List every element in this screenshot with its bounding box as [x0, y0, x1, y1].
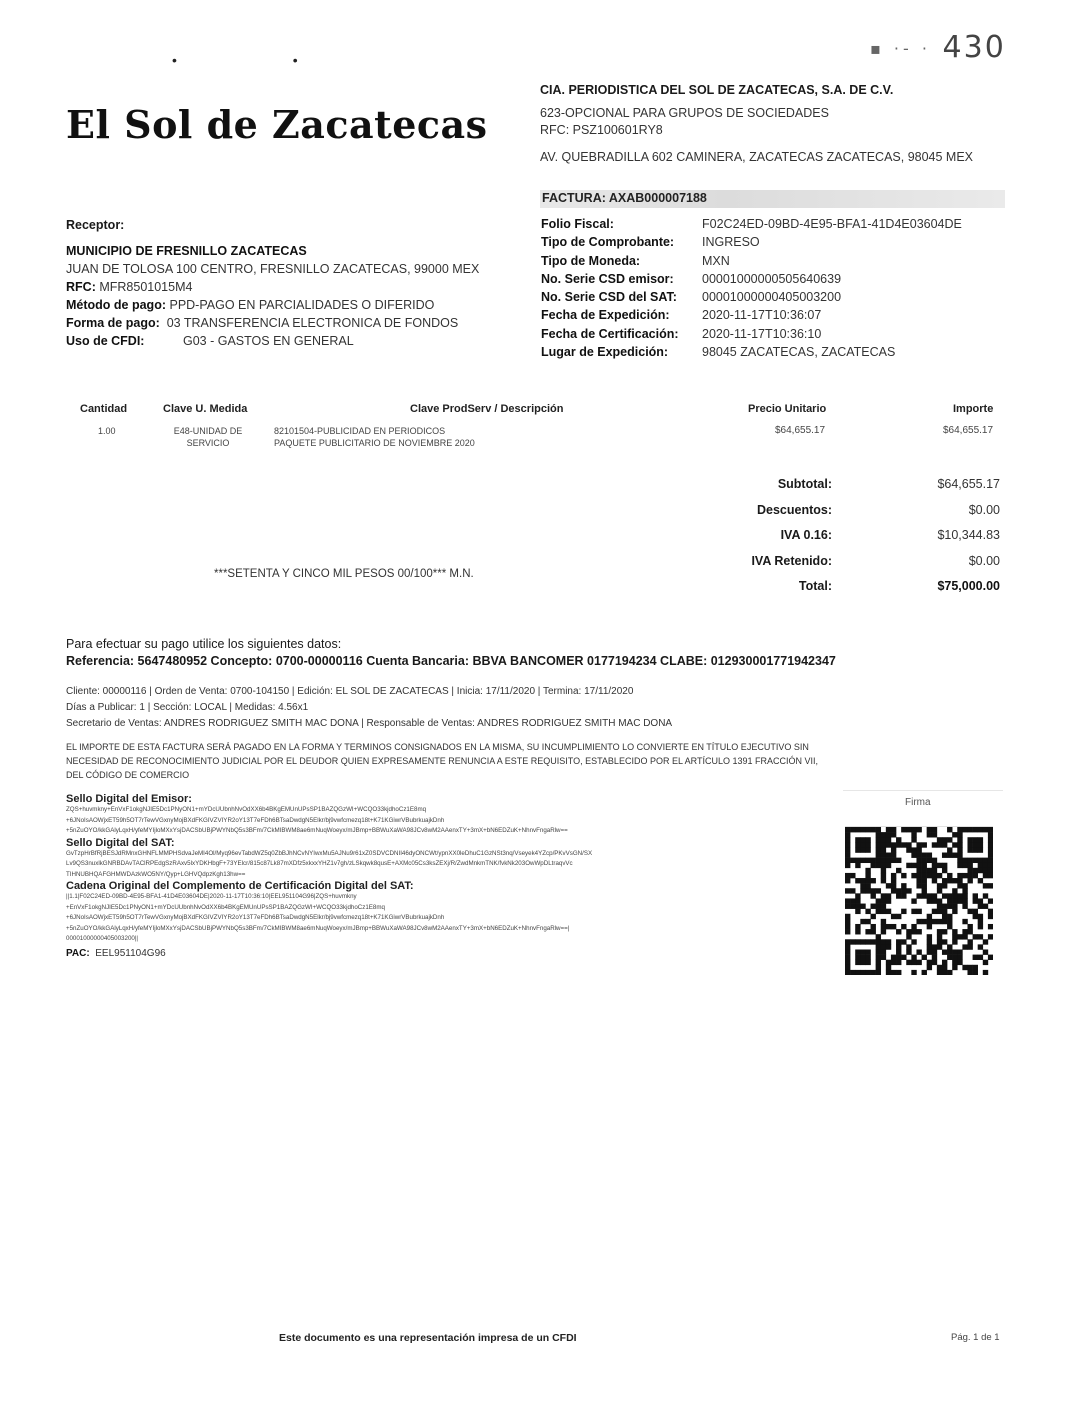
issuer-rfc: RFC: PSZ100601RY8	[540, 123, 663, 137]
receptor-name: MUNICIPIO DE FRESNILLO ZACATECAS	[66, 244, 307, 258]
total-row: IVA Retenido: $0.00	[751, 553, 1000, 568]
receptor-block	[66, 216, 536, 350]
fiscal-row: Folio Fiscal: F02C24ED-09BD-4E95-BFA1-41D4E03604DE	[541, 217, 962, 231]
col-header-precio: Precio Unitario	[748, 403, 827, 415]
order-meta: Cliente: 00000116 | Orden de Venta: 0700-104150 | Edición: EL SOL DE ZACATECAS | Inicia: 17/11/2020 | Termina: 17/11/2020 Días a Publicar: 1 | Sección: LOCAL | Medidas: 4.56x1 Secretario de Ventas: ANDRES RODRIGUEZ SMITH MAC DONA | Responsable de Ventas: ANDRES RODRIGUEZ SMITH MAC DONA	[66, 686, 673, 729]
legal-notice: EL IMPORTE DE ESTA FACTURA SERÁ PAGADO EN LA FORMA Y TERMINOS CONSIGNADOS EN LA MISMA, SU INCUMPLIMIENTO LO CONVIERTE EN TÍTULO EJECUTIVO SIN NECESIDAD DE RECONOCIMIENTO JUDICIAL POR EL DEUDOR QUIEN EXPRESAMENTE RENUNCIA A ESTE REQUISITO, ESTABLECIDO POR EL ARTÍCULO 1391 FRACCIÓN VII, DEL CÓDIGO DE COMERCIO	[66, 742, 818, 780]
receptor-metodo-pago: Método de pago: PPD-PAGO EN PARCIALIDADES O DIFERIDO	[66, 298, 435, 312]
pac-row: PAC: EEL951104G96	[66, 947, 166, 959]
sello-sat-line: Lv9QS3nuxlkGNRBDAvTAClRPEdgSzRAxv5lxYDKHbgF+73YElcr/815c87Lk87mXDfz5xkxxYHZ1v7gh/zLSkqwk8qusE+AXMc05Cs3ksZEXj/R/ZwdMnkmTNK/fvkNk203OwWpDLtraqvVc	[66, 860, 573, 867]
item-cantidad: 1.00	[98, 426, 116, 436]
total-row: Subtotal: $64,655.17	[777, 477, 1000, 491]
issuer-block	[540, 82, 1020, 166]
cadena-line: 00001000000405003200||	[66, 935, 139, 942]
receptor-uso-cfdi: Uso de CFDI: G03 - GASTOS EN GENERAL	[66, 334, 354, 348]
newspaper-logo: El Sol de Zacatecas	[66, 102, 488, 147]
receptor-address: JUAN DE TOLOSA 100 CENTRO, FRESNILLO ZACATECAS, 99000 MEX	[66, 262, 480, 276]
payment-intro: Para efectuar su pago utilice los siguientes datos:	[66, 637, 342, 651]
col-header-clave-unidad: Clave U. Medida	[163, 403, 248, 415]
item-unidad: E48-UNIDAD DE SERVICIO	[173, 426, 243, 448]
col-header-importe: Importe	[953, 403, 994, 415]
item-importe: $64,655.17	[943, 425, 994, 436]
fiscal-row: No. Serie CSD emisor: 00001000000505640639	[541, 271, 842, 286]
receptor-title: Receptor:	[66, 218, 125, 232]
total-row: IVA 0.16: $10,344.83	[780, 528, 1000, 542]
sello-emisor-line: +5nZuOYO/kkGAlyLqxH/yfeMYIjloMXxYsjDACSbUBjPWYNbQ5s3BFm/7CkMIBWM8ae6mNuqWoeyx/mJBmp+BBWuXaWA98JCv8wM2AAenxTY+3mX+bN6EDZuK+NhnvFngaRlw==	[66, 827, 568, 834]
col-header-cantidad: Cantidad	[80, 403, 128, 415]
totals-block	[700, 477, 1000, 605]
sello-emisor-title: Sello Digital del Emisor:	[66, 793, 192, 805]
scan-marks: • •	[172, 52, 354, 68]
sello-emisor-line: ZQS+huvmkny+EnVxF1okgNJIE5Dc1PNyON1+mYDcUUbnhNvOdXX6b4BKgEMUnUPsSP1BAZQGzWI+WCQO33kjdhoCz1E8mq	[66, 806, 427, 813]
digital-seals	[66, 793, 831, 959]
cadena-line: ||1.1|F02C24ED-09BD-4E95-BFA1-41D4E03604DE|2020-11-17T10:36:10|EEL951104G96|ZQS+huvmkny	[66, 893, 357, 900]
firma-divider	[843, 790, 1003, 791]
issuer-name: CIA. PERIODISTICA DEL SOL DE ZACATECAS, S.A. DE C.V.	[540, 83, 894, 97]
total-row-final: Total: $75,000.00	[798, 579, 1000, 593]
page-number: Pág. 1 de 1	[951, 1332, 1000, 1343]
fiscal-row: Fecha de Certificación: 2020-11-17T10:36:10	[541, 326, 822, 341]
cadena-line: +EnVxF1okgNJIE5Dc1PNyON1+mYDcUUbnhNvOdXX6b4BKgEMUnUPsSP1BAZQGzWI+WCQO33kjdhoCz1E8mq	[66, 903, 385, 911]
qr-code-icon	[845, 826, 993, 975]
invoice-number-band	[540, 190, 1005, 208]
fiscal-row: Tipo de Moneda: MXN	[541, 253, 730, 268]
fiscal-row: No. Serie CSD del SAT: 00001000000405003200	[541, 290, 842, 305]
fiscal-row: Fecha de Expedición: 2020-11-17T10:36:07	[541, 308, 822, 323]
invoice-number: FACTURA: AXAB000007188	[542, 191, 707, 205]
cadena-original-title: Cadena Original del Complemento de Certificación Digital del SAT:	[66, 880, 414, 892]
sello-emisor-line: +6JNoIsAOWjxET59h5OT7rTewVGxnyMojBXdFKGIVZVIYR2oY13T7eFDh6BTsaDwdgN5Elkr/bj9vwfcmezq18t+K71KGiwrVBubrkuajkDnh	[66, 816, 445, 824]
payment-reference: Referencia: 5647480952 Concepto: 0700-00000116 Cuenta Bancaria: BBVA BANCOMER 0177194234 CLABE: 012930001771942347	[66, 654, 836, 668]
item-precio: $64,655.17	[775, 425, 826, 436]
receptor-forma-pago: Forma de pago: 03 TRANSFERENCIA ELECTRONICA DE FONDOS	[66, 316, 459, 330]
sello-sat-line: GvTzpHrBfRjBESJdRMnxGHNFLMMPHSdvaJeMI4Ol/Myq96evTabdWZ5q0ZbBJhNCvNYIwxMu5AJNu9r61xZ0SDVCDNII46dyONCWt/ypnXX0leDhuC1GzNSt3nq/Vseyek4YZcp/PKvVsGN/SX	[66, 849, 593, 857]
col-header-descripcion: Clave ProdServ / Descripción	[410, 403, 564, 415]
issuer-regime: 623-OPCIONAL PARA GRUPOS DE SOCIEDADES	[540, 106, 829, 120]
sello-sat-title: Sello Digital del SAT:	[66, 836, 175, 849]
fiscal-details	[541, 215, 962, 361]
receptor-rfc: RFC: MFR8501015M4	[66, 280, 193, 294]
cadena-line: +5nZuOYO/kkGAlyLqxH/yfeMYIjloMXxYsjDACSbUBjPWYNbQ5s3BFm/7CkMIBWM8ae6mNuqWoeyx/mJBmp+BBWuXaWA98JCv8wM2AAenxTY+3mX+bN6EDZuK+NhnvFngaRlw==|	[66, 924, 570, 932]
issuer-address: AV. QUEBRADILLA 602 CAMINERA, ZACATECAS ZACATECAS, 98045 MEX	[540, 150, 974, 164]
firma-label: Firma	[905, 797, 931, 808]
cadena-line: +6JNoIsAOWjxET59h5OT7rTewVGxnyMojBXdFKGIVZVIYR2oY13T7eFDh6BTsaDwdgN5Elkr/bj9vwfcmezq18t+K71KGiwrVBubrkuajkDnh	[66, 914, 445, 921]
footer-cfdi-note: Este documento es una representación impresa de un CFDI	[279, 1332, 577, 1344]
sello-sat-line: TIHNUBHQAFGHMWDAzkWO5NY/Qyp+LGHVQdpzKgh13hw==	[66, 870, 246, 878]
fiscal-row: Lugar de Expedición: 98045 ZACATECAS, ZACATECAS	[541, 345, 896, 360]
fiscal-row: Tipo de Comprobante: INGRESO	[541, 235, 760, 250]
total-row: Descuentos: $0.00	[756, 502, 1000, 517]
handwritten-page-number: ▪ ·- · 430	[870, 30, 1006, 65]
item-descripcion: 82101504-PUBLICIDAD EN PERIODICOS PAQUETE PUBLICITARIO DE NOVIEMBRE 2020	[274, 426, 475, 448]
amount-in-words: ***SETENTA Y CINCO MIL PESOS 00/100*** M.N.	[214, 568, 474, 580]
payment-block	[66, 636, 836, 670]
